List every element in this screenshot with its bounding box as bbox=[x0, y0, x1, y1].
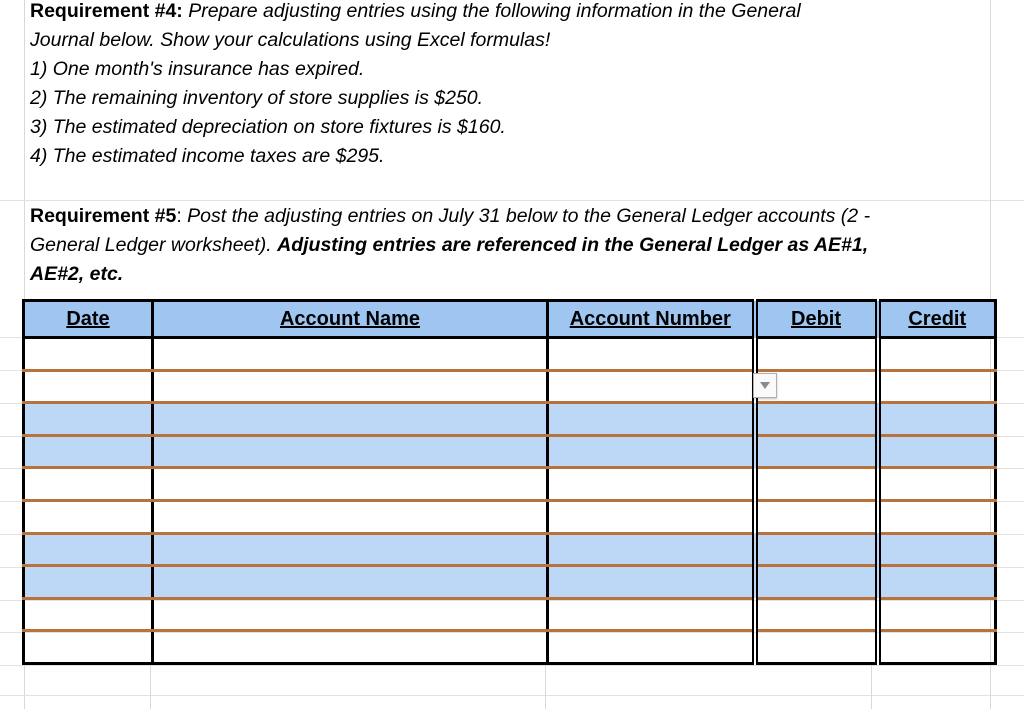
account-number-cell[interactable] bbox=[548, 370, 755, 403]
requirement-4-block bbox=[30, 0, 994, 171]
journal-row bbox=[24, 468, 996, 501]
requirement-4-item: 1) One month's insurance has expired. bbox=[30, 58, 365, 80]
journal-row bbox=[24, 631, 996, 664]
header-debit: Debit bbox=[755, 301, 878, 338]
date-cell[interactable] bbox=[24, 338, 153, 371]
header-account-number: Account Number bbox=[548, 301, 755, 338]
account-name-cell[interactable] bbox=[153, 468, 548, 501]
credit-cell[interactable] bbox=[878, 500, 996, 533]
debit-cell[interactable] bbox=[755, 500, 878, 533]
date-cell[interactable] bbox=[24, 631, 153, 664]
requirement-4-item: 4) The estimated income taxes are $295. bbox=[30, 145, 385, 167]
general-journal-table bbox=[22, 299, 997, 665]
account-number-cell[interactable] bbox=[548, 631, 755, 664]
journal-row bbox=[24, 533, 996, 566]
requirement-5-label: Requirement #5 bbox=[30, 205, 177, 227]
account-name-cell[interactable] bbox=[153, 566, 548, 599]
journal-row bbox=[24, 370, 996, 403]
header-date: Date bbox=[24, 301, 153, 338]
requirement-5-line-2 bbox=[30, 231, 994, 260]
credit-cell[interactable] bbox=[878, 435, 996, 468]
debit-cell[interactable] bbox=[755, 533, 878, 566]
debit-cell[interactable] bbox=[755, 566, 878, 599]
journal-row bbox=[24, 566, 996, 599]
journal-row bbox=[24, 435, 996, 468]
account-name-cell[interactable] bbox=[153, 631, 548, 664]
date-cell[interactable] bbox=[24, 533, 153, 566]
dropdown-triangle-icon bbox=[759, 381, 771, 390]
journal-row bbox=[24, 403, 996, 436]
journal-row bbox=[24, 598, 996, 631]
debit-cell[interactable] bbox=[755, 338, 878, 371]
grid-column-line bbox=[871, 665, 872, 709]
credit-cell[interactable] bbox=[878, 468, 996, 501]
dropdown-arrow-icon[interactable] bbox=[753, 373, 777, 398]
account-number-cell[interactable] bbox=[548, 566, 755, 599]
account-name-cell[interactable] bbox=[153, 370, 548, 403]
credit-cell[interactable] bbox=[878, 598, 996, 631]
header-credit: Credit bbox=[878, 301, 996, 338]
account-number-cell[interactable] bbox=[548, 435, 755, 468]
requirement-5-instruction-1: Post the adjusting entries on July 31 below to the General Ledger accounts (2 - bbox=[181, 205, 871, 227]
requirement-4-heading bbox=[30, 0, 994, 26]
debit-cell[interactable] bbox=[755, 435, 878, 468]
requirement-5-colon: : bbox=[176, 205, 182, 227]
account-number-cell[interactable] bbox=[548, 533, 755, 566]
credit-cell[interactable] bbox=[878, 566, 996, 599]
date-cell[interactable] bbox=[24, 370, 153, 403]
requirement-4-instruction-2: Journal below. Show your calculations using Excel formulas! bbox=[30, 29, 551, 51]
debit-cell[interactable] bbox=[755, 403, 878, 436]
date-cell[interactable] bbox=[24, 566, 153, 599]
journal-header-row bbox=[24, 301, 996, 338]
account-name-cell[interactable] bbox=[153, 598, 548, 631]
journal-row bbox=[24, 338, 996, 371]
debit-cell[interactable] bbox=[755, 468, 878, 501]
credit-cell[interactable] bbox=[878, 533, 996, 566]
header-account-name: Account Name bbox=[153, 301, 548, 338]
account-name-cell[interactable] bbox=[153, 533, 548, 566]
date-cell[interactable] bbox=[24, 468, 153, 501]
account-number-cell[interactable] bbox=[548, 598, 755, 631]
requirement-5-emphasis: Adjusting entries are referenced in the General Ledger as AE#1, bbox=[277, 234, 869, 256]
requirement-5-block bbox=[30, 202, 994, 289]
debit-cell[interactable] bbox=[755, 598, 878, 631]
account-number-cell[interactable] bbox=[548, 338, 755, 371]
requirement-5-instruction-2: General Ledger worksheet). bbox=[30, 234, 278, 256]
date-cell[interactable] bbox=[24, 435, 153, 468]
credit-cell[interactable] bbox=[878, 338, 996, 371]
requirement-5-heading bbox=[30, 202, 994, 231]
account-number-cell[interactable] bbox=[548, 500, 755, 533]
requirement-4-item: 3) The estimated depreciation on store fixtures is $160. bbox=[30, 116, 506, 138]
date-cell[interactable] bbox=[24, 403, 153, 436]
account-name-cell[interactable] bbox=[153, 500, 548, 533]
date-cell[interactable] bbox=[24, 598, 153, 631]
grid-column-line bbox=[545, 665, 546, 709]
credit-cell[interactable] bbox=[878, 403, 996, 436]
journal-row bbox=[24, 500, 996, 533]
credit-cell[interactable] bbox=[878, 631, 996, 664]
account-number-cell[interactable] bbox=[548, 468, 755, 501]
date-cell[interactable] bbox=[24, 500, 153, 533]
account-number-cell[interactable] bbox=[548, 403, 755, 436]
requirement-4-instruction-1: Prepare adjusting entries using the following information in the General bbox=[182, 0, 801, 22]
requirement-5-emphasis-end: AE#2, etc. bbox=[30, 263, 124, 285]
account-name-cell[interactable] bbox=[153, 338, 548, 371]
grid-column-line bbox=[150, 665, 151, 709]
requirement-4-label: Requirement #4: bbox=[30, 0, 183, 22]
grid-row-line bbox=[0, 200, 1024, 201]
account-name-cell[interactable] bbox=[153, 435, 548, 468]
requirement-4-item: 2) The remaining inventory of store supplies is $250. bbox=[30, 87, 484, 109]
credit-cell[interactable] bbox=[878, 370, 996, 403]
account-name-cell[interactable] bbox=[153, 403, 548, 436]
debit-cell[interactable] bbox=[755, 631, 878, 664]
